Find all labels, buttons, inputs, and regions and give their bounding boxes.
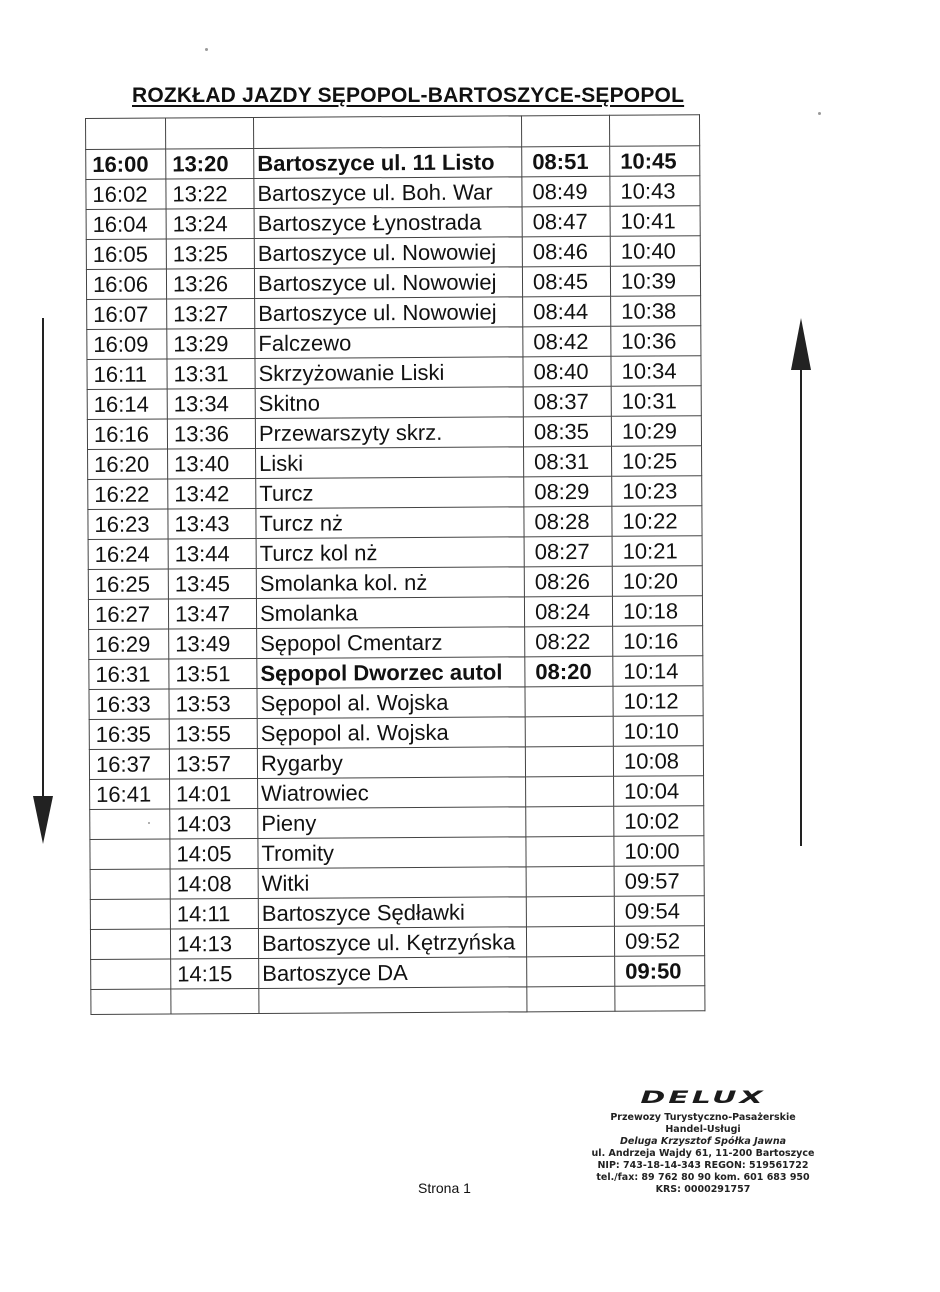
time-cell: 08:31 <box>524 446 612 477</box>
stop-name-cell: Tromity <box>258 837 526 869</box>
empty-cell <box>527 986 615 1012</box>
time-cell: 14:13 <box>170 928 258 959</box>
time-cell: 10:20 <box>612 566 702 597</box>
time-cell: 08:44 <box>523 296 611 327</box>
table-row <box>89 626 703 660</box>
empty-cell <box>615 986 705 1012</box>
time-cell: 13:44 <box>168 538 256 569</box>
time-cell: 16:20 <box>88 449 168 479</box>
table-row <box>86 206 700 240</box>
time-cell: 08:45 <box>522 266 610 297</box>
table-row <box>88 536 702 570</box>
empty-cell <box>91 989 171 1014</box>
time-cell: 08:22 <box>525 626 613 657</box>
stop-name-cell: Bartoszyce ul. Boh. War <box>254 177 522 209</box>
table-row <box>91 956 705 990</box>
company-line: Deluga Krzysztof Spółka Jawna <box>620 1136 786 1147</box>
stop-name-cell: Wiatrowiec <box>258 777 526 809</box>
time-cell: 08:28 <box>524 506 612 537</box>
time-cell: 08:37 <box>523 386 611 417</box>
table-row <box>86 176 700 210</box>
time-cell: 10:08 <box>613 746 703 777</box>
time-cell: 10:12 <box>613 686 703 717</box>
time-cell: 16:05 <box>86 239 166 269</box>
time-cell: 16:37 <box>89 749 169 779</box>
header-cell <box>521 115 609 147</box>
header-cell <box>86 118 166 149</box>
time-cell: 13:20 <box>166 148 254 179</box>
time-cell <box>526 806 614 837</box>
time-cell: 16:16 <box>87 419 167 449</box>
stop-name-cell: Bartoszyce Sędławki <box>258 897 526 929</box>
time-cell: 13:24 <box>166 208 254 239</box>
time-cell: 13:26 <box>166 268 254 299</box>
stop-name-cell: Bartoszyce ul. Nowowiej <box>255 297 523 329</box>
time-cell: 10:16 <box>613 626 703 657</box>
time-cell: 16:31 <box>89 659 169 689</box>
stop-name-cell: Przewarszyty skrz. <box>255 417 523 449</box>
table-row <box>87 416 701 450</box>
table-row <box>90 806 704 840</box>
time-cell: 13:40 <box>168 448 256 479</box>
empty-cell <box>259 987 527 1014</box>
table-row <box>89 656 703 690</box>
stop-name-cell: Liski <box>256 447 524 479</box>
time-cell <box>90 929 170 959</box>
time-cell: 16:29 <box>89 629 169 659</box>
table-row <box>86 266 700 300</box>
time-cell: 16:02 <box>86 179 166 209</box>
time-cell: 08:26 <box>524 566 612 597</box>
time-cell <box>90 869 170 899</box>
stop-name-cell: Smolanka kol. nż <box>256 567 524 599</box>
time-cell: 16:27 <box>88 599 168 629</box>
time-cell: 13:42 <box>168 478 256 509</box>
time-cell: 16:04 <box>86 209 166 239</box>
time-cell: 16:11 <box>87 359 167 389</box>
scan-speck <box>818 112 821 115</box>
stop-name-cell: Rygarby <box>257 747 525 779</box>
time-cell: 08:49 <box>522 176 610 207</box>
stop-name-cell: Bartoszyce Łynostrada <box>254 207 522 239</box>
time-cell: 13:53 <box>169 688 257 719</box>
time-cell: 14:11 <box>170 898 258 929</box>
stop-name-cell: Sępopol al. Wojska <box>257 687 525 719</box>
time-cell <box>526 926 614 957</box>
company-line: ul. Andrzeja Wajdy 61, 11-200 Bartoszyce <box>591 1148 815 1159</box>
time-cell: 16:07 <box>87 299 167 329</box>
time-cell: 09:52 <box>614 926 704 957</box>
time-cell: 08:47 <box>522 206 610 237</box>
header-cell <box>166 117 254 149</box>
table-row <box>87 356 701 390</box>
time-cell: 13:45 <box>168 568 256 599</box>
time-cell: 10:21 <box>612 536 702 567</box>
stop-name-cell: Skitno <box>255 387 523 419</box>
time-cell: 10:41 <box>610 206 700 237</box>
time-cell: 16:33 <box>89 689 169 719</box>
time-cell: 10:02 <box>614 806 704 837</box>
time-cell <box>90 899 170 929</box>
time-cell: 08:20 <box>525 656 613 687</box>
company-stamp <box>578 1084 828 1196</box>
time-cell: 10:18 <box>612 596 702 627</box>
time-cell: 10:34 <box>611 356 701 387</box>
stop-name-cell: Turcz kol nż <box>256 537 524 569</box>
empty-cell <box>171 988 259 1014</box>
time-cell: 10:14 <box>613 656 703 687</box>
time-cell: 16:25 <box>88 569 168 599</box>
company-line: KRS: 0000291757 <box>655 1184 751 1195</box>
time-cell: 16:22 <box>88 479 168 509</box>
time-cell: 13:51 <box>169 658 257 689</box>
down-arrow-icon <box>33 796 53 844</box>
stop-name-cell: Bartoszyce DA <box>259 957 527 989</box>
time-cell: 14:05 <box>170 838 258 869</box>
time-cell: 14:03 <box>170 808 258 839</box>
time-cell: 13:22 <box>166 178 254 209</box>
time-cell <box>526 836 614 867</box>
time-cell: 14:15 <box>171 958 259 989</box>
table-row <box>90 926 704 960</box>
stop-name-cell: Witki <box>258 867 526 899</box>
time-cell: 10:00 <box>614 836 704 867</box>
time-cell: 10:29 <box>611 416 701 447</box>
time-cell: 14:01 <box>170 778 258 809</box>
time-cell: 10:38 <box>611 296 701 327</box>
time-cell: 08:51 <box>522 146 610 177</box>
up-arrow-icon <box>791 318 811 370</box>
time-cell: 10:04 <box>614 776 704 807</box>
stop-name-cell: Turcz nż <box>256 507 524 539</box>
stop-name-cell: Bartoszyce ul. Kętrzyńska <box>258 927 526 959</box>
time-cell <box>525 716 613 747</box>
time-cell: 16:24 <box>88 539 168 569</box>
table-row <box>87 296 701 330</box>
table-row <box>86 236 700 270</box>
time-cell: 16:14 <box>87 389 167 419</box>
time-cell: 13:34 <box>167 388 255 419</box>
stop-name-cell: Bartoszyce ul. Nowowiej <box>254 237 522 269</box>
time-cell: 13:31 <box>167 358 255 389</box>
time-cell: 10:22 <box>612 506 702 537</box>
time-cell: 16:06 <box>86 269 166 299</box>
table-header-row <box>86 115 700 150</box>
stop-name-cell: Falczewo <box>255 327 523 359</box>
time-cell: 10:43 <box>610 176 700 207</box>
stop-name-cell: Turcz <box>256 477 524 509</box>
table-row <box>87 386 701 420</box>
time-cell <box>90 839 170 869</box>
company-line: NIP: 743-18-14-343 REGON: 519561722 <box>597 1160 809 1171</box>
time-cell <box>526 896 614 927</box>
time-cell: 13:57 <box>169 748 257 779</box>
company-line: Handel-Usługi <box>665 1124 741 1135</box>
time-cell: 16:09 <box>87 329 167 359</box>
time-cell: 10:10 <box>613 716 703 747</box>
header-cell <box>253 116 521 149</box>
time-cell: 13:25 <box>166 238 254 269</box>
table-row <box>90 836 704 870</box>
table-row <box>89 686 703 720</box>
table-row <box>89 746 703 780</box>
time-cell: 08:46 <box>522 236 610 267</box>
stop-name-cell: Skrzyżowanie Liski <box>255 357 523 389</box>
time-cell: 16:23 <box>88 509 168 539</box>
scan-speck <box>205 48 208 51</box>
stop-name-cell: Pieny <box>258 807 526 839</box>
time-cell <box>526 866 614 897</box>
time-cell <box>525 746 613 777</box>
time-cell: 13:27 <box>167 298 255 329</box>
table-row <box>90 866 704 900</box>
time-cell: 16:35 <box>89 719 169 749</box>
time-cell: 08:29 <box>524 476 612 507</box>
time-cell: 13:55 <box>169 718 257 749</box>
time-cell: 10:36 <box>611 326 701 357</box>
time-cell <box>91 959 171 989</box>
time-cell <box>90 809 170 839</box>
table-row-empty <box>91 986 705 1015</box>
time-cell: 13:43 <box>168 508 256 539</box>
table-row <box>88 446 702 480</box>
time-cell: 10:45 <box>610 146 700 177</box>
table-row <box>88 566 702 600</box>
time-cell <box>527 956 615 987</box>
company-logo: DELUX <box>640 1088 766 1108</box>
table-row <box>88 476 702 510</box>
time-cell: 09:57 <box>614 866 704 897</box>
time-cell: 08:40 <box>523 356 611 387</box>
table-row <box>89 716 703 750</box>
page-number: Strona 1 <box>418 1180 471 1196</box>
time-cell: 10:39 <box>610 266 700 297</box>
table-row <box>86 146 700 180</box>
time-cell: 08:42 <box>523 326 611 357</box>
company-line: tel./fax: 89 762 80 90 kom. 601 683 950 <box>596 1172 810 1183</box>
time-cell: 08:24 <box>524 596 612 627</box>
table-row <box>90 896 704 930</box>
stop-name-cell: Sępopol Cmentarz <box>257 627 525 659</box>
timetable <box>85 114 705 1015</box>
time-cell: 08:35 <box>523 416 611 447</box>
page-title: ROZKŁAD JAZDY SĘPOPOL-BARTOSZYCE-SĘPOPOL <box>132 84 685 107</box>
time-cell: 13:29 <box>167 328 255 359</box>
time-cell: 14:08 <box>170 868 258 899</box>
table-row <box>88 596 702 630</box>
time-cell: 13:36 <box>167 418 255 449</box>
time-cell: 16:00 <box>86 149 166 179</box>
scan-speck <box>148 822 150 824</box>
time-cell: 16:41 <box>90 779 170 809</box>
stop-name-cell: Sępopol al. Wojska <box>257 717 525 749</box>
stop-name-cell: Bartoszyce ul. Nowowiej <box>254 267 522 299</box>
stop-name-cell: Bartoszyce ul. 11 Listo <box>254 147 522 179</box>
time-cell: 10:25 <box>612 446 702 477</box>
time-cell: 13:47 <box>168 598 256 629</box>
time-cell: 10:23 <box>612 476 702 507</box>
time-cell: 10:40 <box>610 236 700 267</box>
time-cell: 08:27 <box>524 536 612 567</box>
stop-name-cell: Sępopol Dworzec autol <box>257 657 525 689</box>
time-cell <box>526 776 614 807</box>
table-row <box>88 506 702 540</box>
time-cell: 13:49 <box>169 628 257 659</box>
down-arrow-line <box>42 318 44 814</box>
time-cell: 09:54 <box>614 896 704 927</box>
time-cell: 09:50 <box>615 956 705 987</box>
header-cell <box>609 115 699 147</box>
table-row <box>90 776 704 810</box>
time-cell: 10:31 <box>611 386 701 417</box>
time-cell <box>525 686 613 717</box>
stop-name-cell: Smolanka <box>256 597 524 629</box>
company-line: Przewozy Turystyczno-Pasażerskie <box>610 1112 796 1123</box>
up-arrow-line <box>800 352 802 846</box>
table-row <box>87 326 701 360</box>
